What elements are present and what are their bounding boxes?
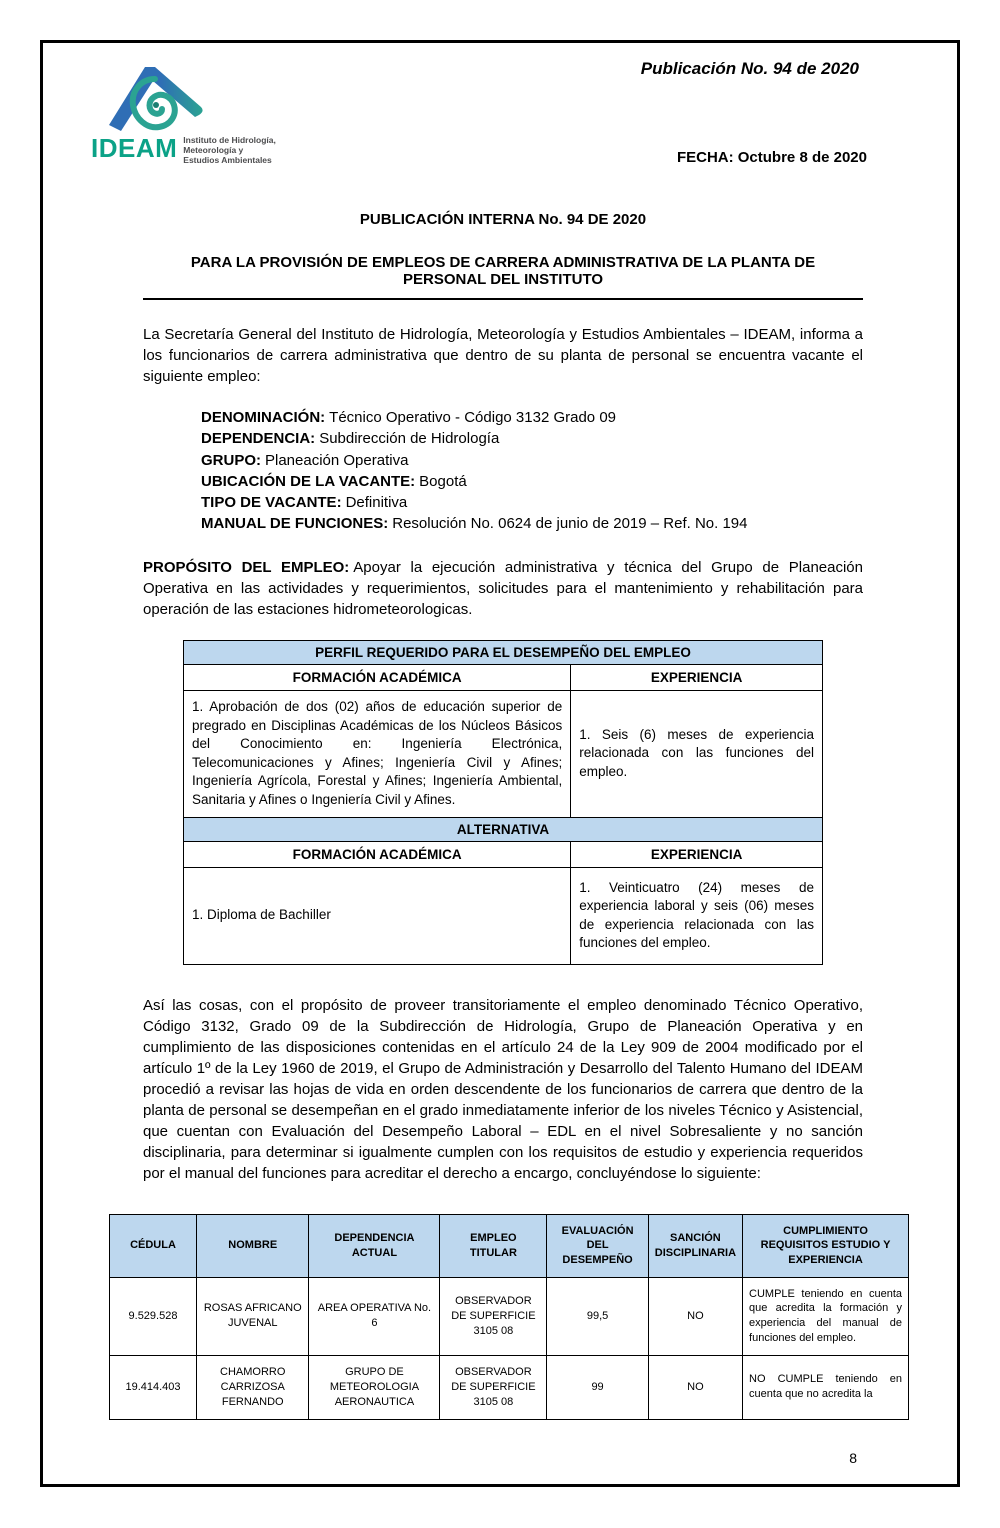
vacancy-ubicacion xyxy=(201,471,863,492)
body-paragraph: Así las cosas, con el propósito de proveer transitoriamente el empleo denominado Técnico Operativo, Código 3132, Grado 09 de la Subdirección de Hidrología, Grupo de Planeación Operativa y en cumplimiento de las disposiciones contenidas en el artículo 24 de la Ley 909 de 2004 modificado por el artículo 1º de la Ley 1960 de 2019, el Grupo de Administración y Desarrollo del Talento Humano del IDEAM procedió a revisar las hojas de vida en orden descendente de los funcionarios de carrera que dentro de la planta de personal se desempeñan en el grado inmediatamente inferior de los niveles Técnico y Asistencial, que cuentan con Evaluación del Desempeño Laboral – EDL en el nivel Sobresaliente y no sanción disciplinaria, para determinar si igualmente cumplen con los requisitos de estudio y experiencia requeridos por el manual del funciones para acreditar el derecho a encargo, concluyéndose lo siguiente: xyxy=(143,996,863,1182)
experiencia-cell: 1. Seis (6) meses de experiencia relacionada con las funciones del empleo. xyxy=(571,690,823,817)
alternativa-col1-header: FORMACIÓN ACADÉMICA xyxy=(184,841,571,867)
vacancy-value: Definitiva xyxy=(345,494,408,512)
ideam-subtitle-line3: Estudios Ambientales xyxy=(183,155,272,166)
vacancy-label: MANUAL DE FUNCIONES: xyxy=(201,515,389,533)
proposito-label: PROPÓSITO DEL EMPLEO: xyxy=(143,558,350,576)
table-row xyxy=(110,1355,909,1419)
vacancy-value: Bogotá xyxy=(419,472,467,490)
cell-nombre: ROSAS AFRICANO JUVENAL xyxy=(196,1277,309,1355)
vacancy-dependencia xyxy=(201,428,863,449)
vacancy-value: Resolución No. 0624 de junio de 2019 – Ref. No. 194 xyxy=(392,515,748,533)
formacion-academica-cell: 1. Aprobación de dos (02) años de educación superior de pregrado en Disciplinas Académicas de los Núcleos Básicos del Conocimiento en: Ingeniería Electrónica, Telecomunicaciones y Afines; Ingeniería Civil y Afines; Ingeniería Agrícola, Forestal y Afines; Ingeniería Ambiental, Sanitaria y Afines o Ingeniería Civil y Afines. xyxy=(184,690,571,817)
alternativa-title-cell: ALTERNATIVA xyxy=(184,817,823,841)
alternativa-title-row xyxy=(184,817,823,841)
cell-cumplimiento: CUMPLE teniendo en cuenta que acredita la formación y experiencia del manual de funciones del empleo. xyxy=(743,1277,909,1355)
vacancy-tipo xyxy=(201,492,863,513)
document-date: FECHA: Octubre 8 de 2020 xyxy=(676,149,867,166)
perfil-header-row xyxy=(184,664,823,690)
cell-cedula: 19.414.403 xyxy=(110,1355,197,1419)
col-header-cumplimiento: CUMPLIMIENTO REQUISITOS ESTUDIO Y EXPERIENCIA xyxy=(743,1214,909,1277)
results-table xyxy=(109,1214,909,1420)
alternativa-body-row xyxy=(184,867,823,964)
vacancy-details xyxy=(201,407,863,535)
ideam-subtitle xyxy=(183,135,276,166)
vacancy-label: GRUPO: xyxy=(201,451,261,469)
proposito-paragraph xyxy=(143,557,863,620)
intro-paragraph: La Secretaría General del Instituto de Hidrología, Meteorología y Estudios Ambientales – IDEAM, informa a los funcionarios de carrera administrativa que dentro de su planta de personal se encuentra vacante el siguiente empleo: xyxy=(143,326,863,385)
document-subtitle: PARA LA PROVISIÓN DE EMPLEOS DE CARRERA ADMINISTRATIVA DE LA PLANTA DE PERSONAL DEL INSTITUTO xyxy=(143,254,863,300)
vacancy-grupo xyxy=(201,450,863,471)
alternativa-experiencia-cell: 1. Veinticuatro (24) meses de experiencia laboral y seis (06) meses de experiencia relacionada con las funciones del empleo. xyxy=(571,867,823,964)
perfil-title-cell: PERFIL REQUERIDO PARA EL DESEMPEÑO DEL EMPLEO xyxy=(184,640,823,664)
perfil-title-row xyxy=(184,640,823,664)
document-content xyxy=(125,211,902,1466)
publication-ref: Publicación No. 94 de 2020 xyxy=(640,59,859,78)
col-header-cedula: CÉDULA xyxy=(110,1214,197,1277)
vacancy-label: DEPENDENCIA: xyxy=(201,430,316,448)
vacancy-value: Subdirección de Hidrología xyxy=(319,430,500,448)
cell-dependencia: AREA OPERATIVA No. 6 xyxy=(309,1277,440,1355)
vacancy-label: TIPO DE VACANTE: xyxy=(201,494,342,512)
vacancy-label: UBICACIÓN DE LA VACANTE: xyxy=(201,472,416,490)
ideam-subtitle-line2: Meteorología y xyxy=(183,145,244,156)
cell-sancion: NO xyxy=(648,1277,742,1355)
vacancy-value: Técnico Operativo - Código 3132 Grado 09 xyxy=(329,409,617,426)
col-header-sancion: SANCIÓN DISCIPLINARIA xyxy=(648,1214,742,1277)
ideam-logo xyxy=(91,59,341,166)
cell-cedula: 9.529.528 xyxy=(110,1277,197,1355)
col-header-nombre: NOMBRE xyxy=(196,1214,309,1277)
ideam-subtitle-line1: Instituto de Hidrología, xyxy=(183,135,276,145)
vacancy-denominacion xyxy=(201,407,863,428)
perfil-col2-header: EXPERIENCIA xyxy=(571,664,823,690)
col-header-empleo: EMPLEO TITULAR xyxy=(440,1214,547,1277)
page-number: 8 xyxy=(849,1449,857,1466)
table-row xyxy=(110,1277,909,1355)
perfil-body-row xyxy=(184,690,823,817)
cell-dependencia: GRUPO DE METEOROLOGIA AERONAUTICA xyxy=(309,1355,440,1419)
col-header-evaluacion: EVALUACIÓN DEL DESEMPEÑO xyxy=(547,1214,648,1277)
ideam-logo-icon xyxy=(103,59,223,141)
perfil-col1-header: FORMACIÓN ACADÉMICA xyxy=(184,664,571,690)
vacancy-label: DENOMINACIÓN: xyxy=(201,409,326,426)
document-page xyxy=(40,40,960,1487)
cell-cumplimiento: NO CUMPLE teniendo en cuenta que no acredita la xyxy=(743,1355,909,1419)
document-title: PUBLICACIÓN INTERNA No. 94 DE 2020 xyxy=(359,211,647,228)
cell-sancion: NO xyxy=(648,1355,742,1419)
results-header-row xyxy=(110,1214,909,1277)
col-header-dependencia: DEPENDENCIA ACTUAL xyxy=(309,1214,440,1277)
cell-evaluacion: 99 xyxy=(547,1355,648,1419)
vacancy-value: Planeación Operativa xyxy=(265,451,409,469)
cell-evaluacion: 99,5 xyxy=(547,1277,648,1355)
alternativa-col2-header: EXPERIENCIA xyxy=(571,841,823,867)
cell-empleo: OBSERVADOR DE SUPERFICIE 3105 08 xyxy=(440,1355,547,1419)
proposito-text: Apoyar la ejecución administrativa y técnica del Grupo de Planeación Operativa en las actividades y requerimientos, solicitudes para el mantenimiento y rehabilitación para operación de las estaciones hidrometeorologicas. xyxy=(143,558,863,618)
cell-nombre: CHAMORRO CARRIZOSA FERNANDO xyxy=(196,1355,309,1419)
alternativa-header-row xyxy=(184,841,823,867)
alternativa-formacion-cell: 1. Diploma de Bachiller xyxy=(184,867,571,964)
ideam-wordmark: IDEAM xyxy=(91,133,178,163)
vacancy-manual xyxy=(201,513,863,534)
cell-empleo: OBSERVADOR DE SUPERFICIE 3105 08 xyxy=(440,1277,547,1355)
perfil-table xyxy=(183,640,823,965)
